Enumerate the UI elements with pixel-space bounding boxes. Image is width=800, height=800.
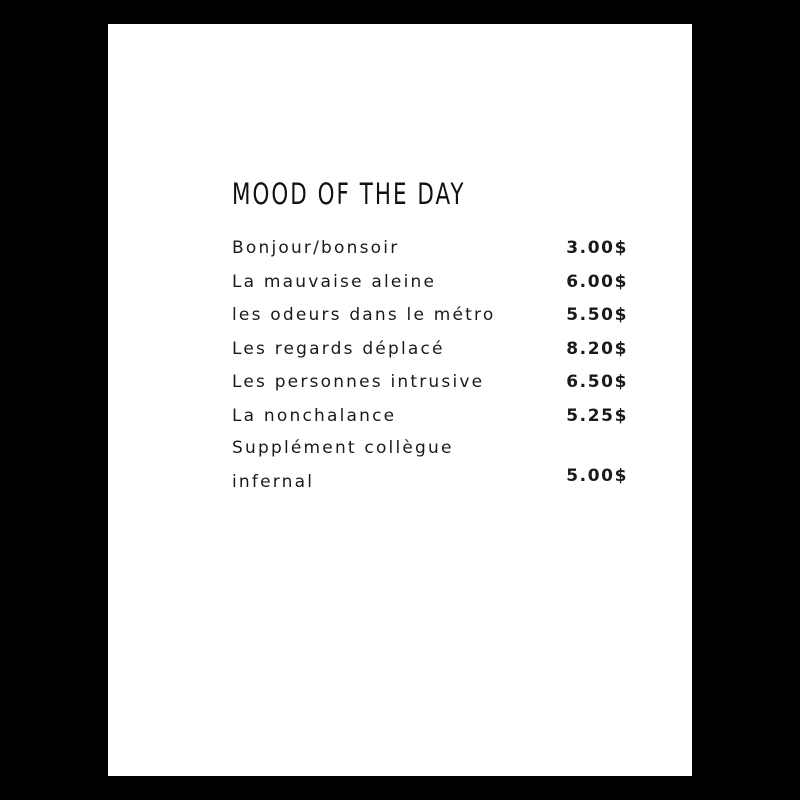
menu-item: [232, 238, 632, 272]
menu-item: [232, 339, 632, 373]
menu-item-price: 5.00$: [566, 465, 628, 486]
menu-item-name: Les personnes intrusive: [232, 372, 485, 392]
menu-item: [232, 305, 632, 339]
menu-item-supplement: [232, 439, 632, 506]
menu-item-price: 5.50$: [566, 305, 628, 325]
menu-item-price: 3.00$: [566, 238, 628, 258]
menu-page: [108, 24, 692, 776]
menu-item-name: Les regards déplacé: [232, 338, 445, 359]
menu-list: [232, 238, 632, 506]
menu-item-name-line1: Supplément collègue: [232, 438, 454, 458]
menu-item: [232, 372, 632, 406]
menu-title: MOOD OF THE DAY: [232, 177, 466, 211]
menu-item-price: 8.20$: [566, 338, 628, 359]
menu-item-name: Bonjour/bonsoir: [232, 238, 400, 258]
menu-item-price: 6.00$: [566, 271, 628, 292]
menu-item-name: les odeurs dans le métro: [232, 305, 496, 325]
menu-item-name: [232, 432, 454, 499]
menu-item-name-line2: infernal: [232, 471, 315, 492]
menu-item: [232, 272, 632, 306]
menu-item-price: 6.50$: [566, 372, 628, 392]
menu-item-name: La mauvaise aleine: [232, 271, 437, 292]
menu-item-price: 5.25$: [566, 405, 628, 426]
menu-item-name: La nonchalance: [232, 405, 397, 426]
